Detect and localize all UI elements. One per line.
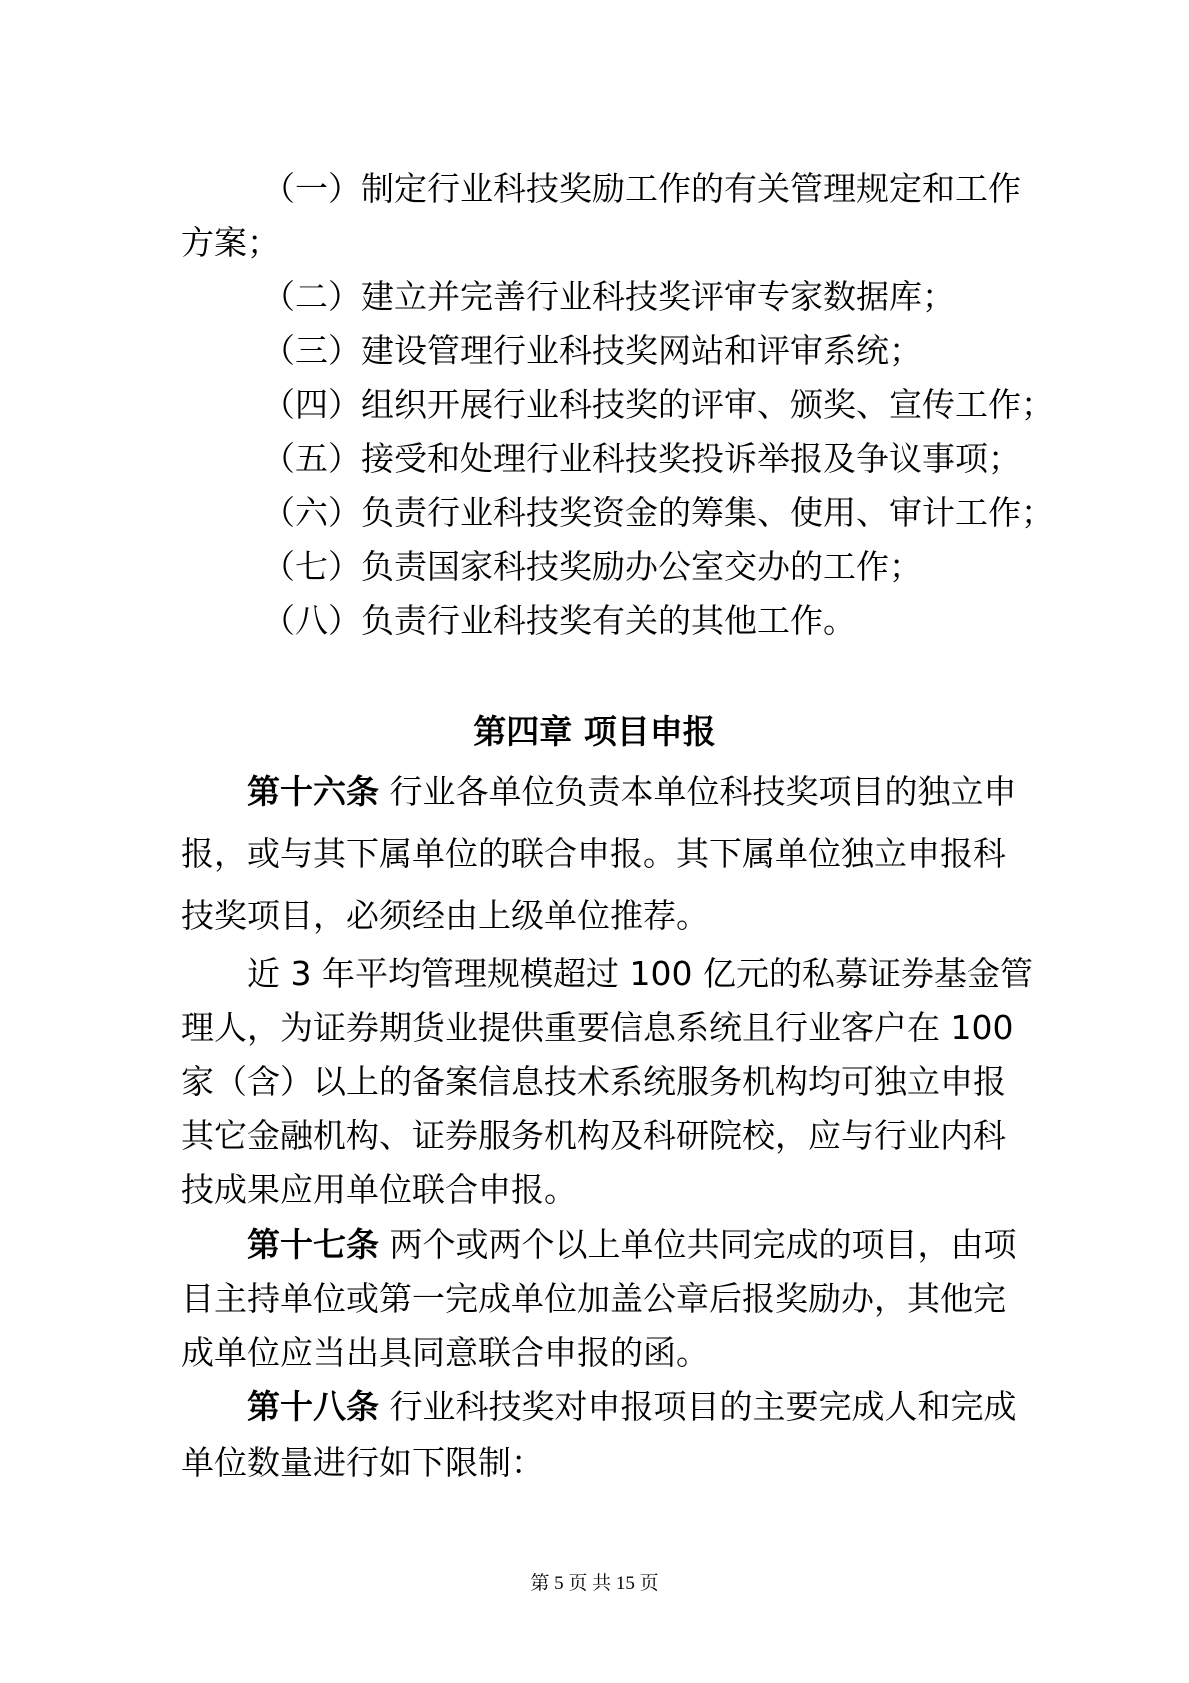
article-text: 行业各单位负责本单位科技奖项目的独立申 bbox=[389, 772, 1017, 811]
list-item-5: （五）接受和处理行业科技奖投诉举报及争议事项； bbox=[262, 439, 1021, 478]
list-item-3: （三）建设管理行业科技奖网站和评审系统； bbox=[262, 331, 922, 370]
article-18-line-2: 单位数量进行如下限制： bbox=[181, 1443, 544, 1482]
list-item-8: （八）负责行业科技奖有关的其他工作。 bbox=[262, 601, 856, 640]
list-item-6: （六）负责行业科技奖资金的筹集、使用、审计工作； bbox=[262, 493, 1054, 532]
page-number: 第 5 页 共 15 页 bbox=[530, 1573, 659, 1594]
paragraph-line-2: 理人，为证券期货业提供重要信息系统且行业客户在 100 bbox=[181, 1008, 1014, 1047]
paragraph-line-4: 其它金融机构、证券服务机构及科研院校，应与行业内科 bbox=[181, 1116, 1006, 1155]
article-text: 行业科技奖对申报项目的主要完成人和完成 bbox=[389, 1387, 1017, 1426]
article-label: 第十六条 bbox=[247, 772, 379, 811]
article-text: 两个或两个以上单位共同完成的项目，由项 bbox=[389, 1225, 1017, 1264]
chapter-heading: 第四章 项目申报 bbox=[473, 712, 716, 751]
article-label: 第十八条 bbox=[247, 1387, 379, 1426]
paragraph-line-3: 家（含）以上的备案信息技术系统服务机构均可独立申报 bbox=[181, 1062, 1006, 1101]
article-16-line-1 bbox=[247, 772, 1017, 812]
article-label: 第十七条 bbox=[247, 1225, 379, 1264]
article-16-line-3: 技奖项目，必须经由上级单位推荐。 bbox=[181, 896, 709, 935]
list-item-4: （四）组织开展行业科技奖的评审、颁奖、宣传工作； bbox=[262, 385, 1054, 424]
article-17-line-1 bbox=[247, 1225, 1017, 1265]
paragraph-line-1: 近 3 年平均管理规模超过 100 亿元的私募证券基金管 bbox=[247, 954, 1033, 993]
list-item-1-line-1: （一）制定行业科技奖励工作的有关管理规定和工作 bbox=[262, 169, 1021, 208]
article-18-line-1 bbox=[247, 1387, 1017, 1427]
list-item-2: （二）建立并完善行业科技奖评审专家数据库； bbox=[262, 277, 955, 316]
list-item-1-line-2: 方案； bbox=[181, 223, 280, 262]
list-item-7: （七）负责国家科技奖励办公室交办的工作； bbox=[262, 547, 922, 586]
paragraph-line-5: 技成果应用单位联合申报。 bbox=[181, 1170, 577, 1209]
article-16-line-2: 报，或与其下属单位的联合申报。其下属单位独立申报科 bbox=[181, 834, 1006, 873]
article-17-line-3: 成单位应当出具同意联合申报的函。 bbox=[181, 1333, 709, 1372]
article-17-line-2: 目主持单位或第一完成单位加盖公章后报奖励办，其他完 bbox=[181, 1279, 1006, 1318]
